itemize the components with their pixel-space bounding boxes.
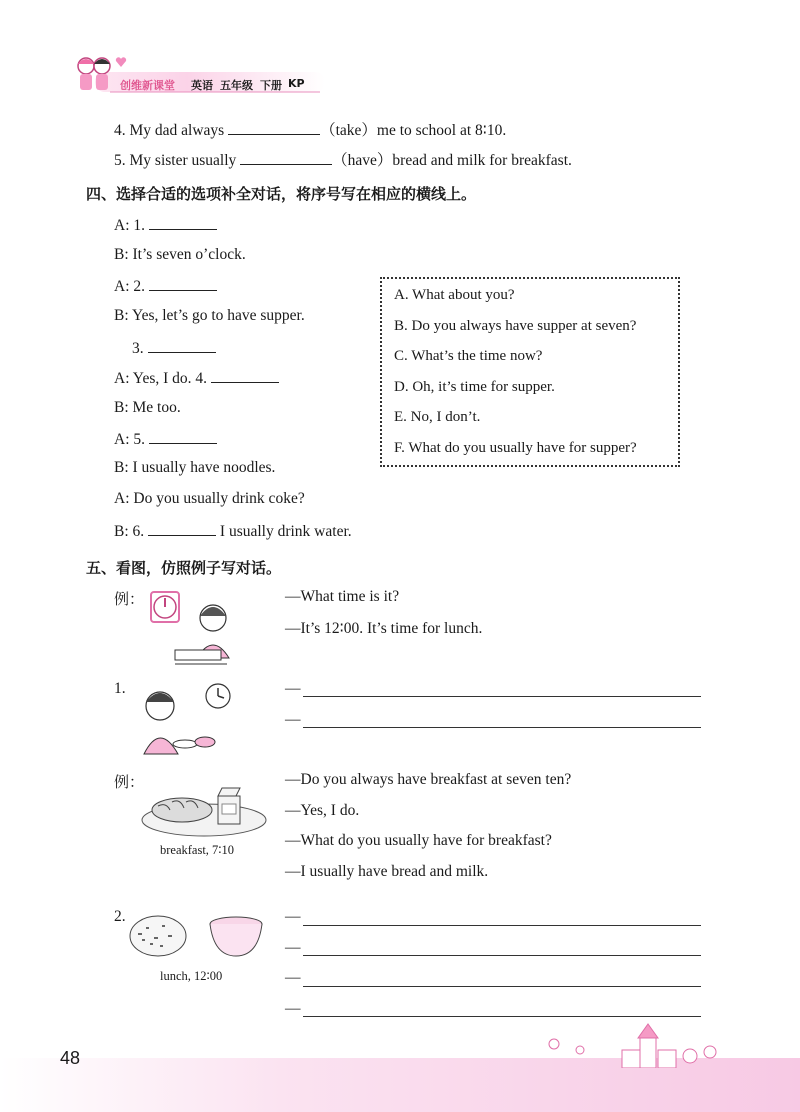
fill-item-4-hint: （take）me to school at 8∶10. — [320, 122, 507, 139]
example1-line-2: —It’s 12∶00. It’s time for lunch. — [285, 620, 483, 637]
dash: — — [285, 680, 301, 697]
option-d: D. Oh, it’s time for supper. — [394, 379, 555, 395]
answer-blank-6[interactable] — [148, 521, 216, 536]
castle-decoration-icon — [540, 1022, 730, 1068]
answer-blank-1[interactable] — [149, 215, 217, 230]
heart-icon — [115, 56, 127, 68]
item-1-label: 1. — [114, 680, 126, 697]
header-subject: 英语 — [191, 79, 213, 92]
bread-milk-illustration — [140, 780, 270, 840]
fill-blank[interactable] — [240, 150, 332, 165]
dialogue-line-3 — [114, 276, 217, 296]
header-edition: KP — [288, 77, 305, 90]
dash: — — [285, 711, 301, 728]
header-series: 创维新课堂 — [120, 79, 175, 92]
section4-title: 四、选择合适的选项补全对话，将序号写在相应的横线上。 — [86, 185, 477, 203]
write-line[interactable] — [303, 696, 701, 697]
fill-item-5-hint: （have）bread and milk for breakfast. — [332, 152, 572, 169]
dialogue-line-7: B: Me too. — [114, 399, 181, 416]
write-line[interactable] — [303, 1016, 701, 1017]
answer-blank-2[interactable] — [149, 276, 217, 291]
dialogue-text: B: 6. — [114, 523, 149, 540]
example2-caption: breakfast, 7∶10 — [160, 843, 235, 857]
fill-blank[interactable] — [228, 120, 320, 135]
item-2-label: 2. — [114, 908, 126, 925]
example2-line-3: —What do you usually have for breakfast? — [285, 832, 552, 849]
example-label-1: 例： — [114, 590, 145, 608]
fill-item-4-text: 4. My dad always — [114, 122, 229, 139]
fill-item-5-text: 5. My sister usually — [114, 152, 241, 169]
page-number: 48 — [60, 1048, 81, 1068]
write-line[interactable] — [303, 925, 701, 926]
dialogue-line-10: A: Do you usually drink coke? — [114, 490, 305, 507]
fill-item-4 — [114, 118, 506, 140]
write-line[interactable] — [303, 955, 701, 956]
dialogue-line-6 — [114, 368, 279, 388]
fill-item-5 — [114, 148, 572, 170]
header-volume: 下册 — [260, 79, 282, 92]
dialogue-line-1 — [114, 215, 217, 235]
dash: — — [285, 939, 301, 956]
option-b: B. Do you always have supper at seven? — [394, 318, 637, 334]
item2-caption: lunch, 12∶00 — [160, 969, 223, 983]
answer-blank-4[interactable] — [211, 368, 279, 383]
example2-line-2: —Yes, I do. — [285, 802, 360, 819]
answer-blank-5[interactable] — [149, 429, 217, 444]
mascot-kids-icon — [72, 52, 116, 98]
option-c: C. What’s the time now? — [394, 348, 543, 364]
option-a: A. What about you? — [394, 287, 515, 303]
dialogue-line-8 — [114, 429, 217, 449]
example2-line-4: —I usually have bread and milk. — [285, 863, 489, 880]
dialogue-line-11 — [114, 521, 352, 541]
dialogue-line-2: B: It’s seven o’clock. — [114, 246, 246, 263]
dialogue-line-5 — [132, 338, 216, 358]
option-f: F. What do you usually have for supper? — [394, 440, 637, 456]
write-line[interactable] — [303, 727, 701, 728]
example1-line-1: —What time is it? — [285, 588, 400, 605]
header-grade: 五年级 — [220, 79, 253, 92]
dialogue-text: A: 5. — [114, 431, 149, 448]
dialogue-text: 3. — [132, 340, 148, 357]
dash: — — [285, 969, 301, 986]
lunch-clock-illustration — [145, 588, 235, 668]
write-line[interactable] — [303, 986, 701, 987]
dialogue-line-4: B: Yes, let’s go to have supper. — [114, 307, 305, 324]
dialogue-text: A: 2. — [114, 278, 149, 295]
dialogue-text-after: I usually drink water. — [216, 523, 352, 540]
dash: — — [285, 1000, 301, 1017]
dash: — — [285, 908, 301, 925]
example-label-2: 例： — [114, 773, 145, 791]
answer-blank-3[interactable] — [148, 338, 216, 353]
dialogue-line-9: B: I usually have noodles. — [114, 459, 276, 476]
dialogue-text: A: 1. — [114, 217, 149, 234]
header-band — [0, 52, 800, 98]
section5-title: 五、看图，仿照例子写对话。 — [86, 559, 282, 577]
options-box — [380, 277, 680, 467]
example2-line-1: —Do you always have breakfast at seven ten? — [285, 771, 572, 788]
option-e: E. No, I don’t. — [394, 409, 481, 425]
boy-eating-clock-illustration — [130, 678, 235, 758]
dialogue-text: A: Yes, I do. 4. — [114, 370, 211, 387]
rice-soup-illustration — [128, 910, 268, 962]
